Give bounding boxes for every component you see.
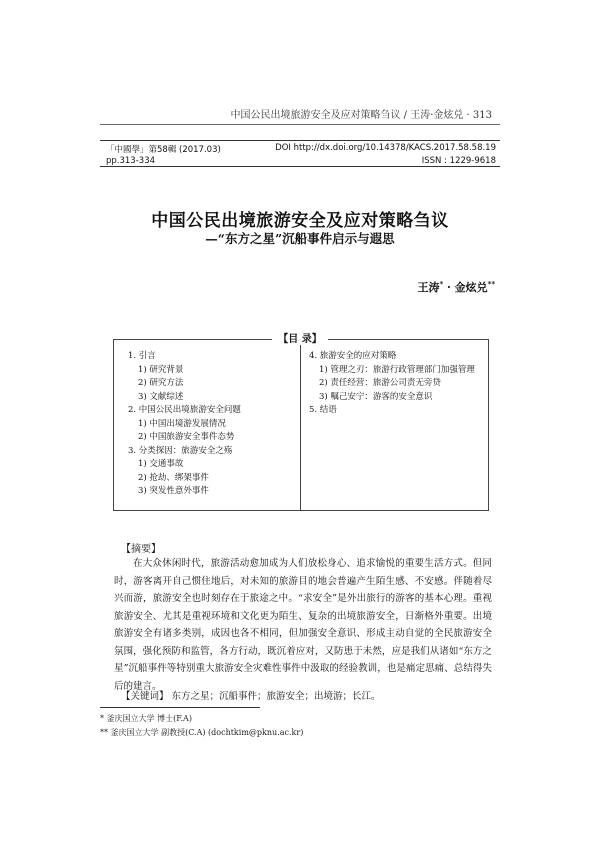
toc-item: 3) 文献综述 [138,391,184,402]
toc-item: 1) 管理之刃：旅游行政管理部门加强管理 [319,364,475,375]
toc-item: 2) 中国旅游安全事件态势 [138,432,235,442]
authors [418,279,496,295]
meta-rule-bottom [100,166,500,167]
footnote-rule [100,707,260,708]
running-header: 中国公民出境旅游安全及应对策略刍议 / 王涛·金炫兑 · 313 [230,110,492,121]
meta-row-2 [106,156,496,166]
toc-item: 5. 结语 [309,405,337,415]
abstract-heading: 【摘要】 [121,544,161,555]
header-rule [100,124,500,125]
toc-item: 3) 突发性意外事件 [138,486,209,496]
toc-item: 2) 抢劫、绑架事件 [138,472,209,483]
table-of-contents [113,339,489,511]
toc-item: 2. 中国公民出境旅游安全问题 [128,405,241,415]
doi-link[interactable]: DOI http://dx.doi.org/10.14378/KACS.2017.58.58.19 [275,143,496,153]
meta-row-1 [106,143,496,155]
author-1-mark: * [439,279,444,289]
toc-divider [300,340,301,510]
toc-item: 1. 引言 [128,351,156,361]
toc-item: 1) 中国出境游发展情况 [138,418,226,429]
author-2-mark: ** [487,279,495,289]
toc-left-column [128,350,241,499]
paper-subtitle: —“东方之星”沉船事件启示与遐思 [205,231,395,246]
journal-info: 「中國學」第58輯 (2017.03) [106,145,221,155]
paper-title: 中国公民出境旅游安全及应对策略刍议 [151,211,449,231]
page-range: pp.313-334 [106,156,156,166]
author-separator: · [443,281,455,294]
toc-item: 3) 嘱己安宁：游客的安全意识 [319,391,433,402]
author-1: 王涛 [417,281,440,294]
footnote-2: ** 釜庆国立大学 副教授(C.A) (dochtkim@pknu.ac.kr) [100,728,304,737]
toc-item: 4. 旅游安全的应对策略 [309,351,397,361]
keywords: 【关键词】 东方之星；沉船事件；旅游安全；出境游；长江。 [121,691,381,702]
toc-heading-wrap [0,330,600,345]
abstract-body: 在大众休闲时代，旅游活动愈加成为人们放松身心、追求愉悦的重要生活方式。但同时，游客离开自己惯住地后，对未知的旅游目的地会普遍产生陌生感、不安感。伴随着尽兴而游，旅游安全也时刻存在于旅途之中。“求安全”是外出旅行的游客的基本心理。重视旅游安全、尤其是重视环境和文化更为陌生、复杂的出境旅游安全，日渐格外重要。出境旅游安全有诸多类别，成因也各不相同，但加强安全意识、形成主动自觉的全民旅游安全氛围，强化预防和监管，各方行动，既沉着应对，又防患于未然，应是我们从诸如“东方之星”沉船事件等特别重大旅游安全灾难性事件中汲取的经验教训，也是痛定思痛、总结得失后的建言。 [114,558,492,692]
toc-heading: 【目 录】 [272,334,327,345]
toc-item: 2) 责任经营：旅游公司责无旁贷 [319,378,441,388]
toc-item: 2) 研究方法 [138,378,184,388]
toc-item: 1) 交通事故 [138,459,184,469]
toc-item: 1) 研究背景 [138,364,184,375]
footnote-1: * 釜庆国立大学 博士(F.A) [100,714,192,723]
author-2: 金炫兑 [454,281,488,294]
toc-right-column [309,350,475,418]
meta-rule-top [100,140,500,141]
toc-item: 3. 分类探因：旅游安全之殇 [128,445,233,456]
issn: ISSN : 1229-9618 [421,156,496,166]
